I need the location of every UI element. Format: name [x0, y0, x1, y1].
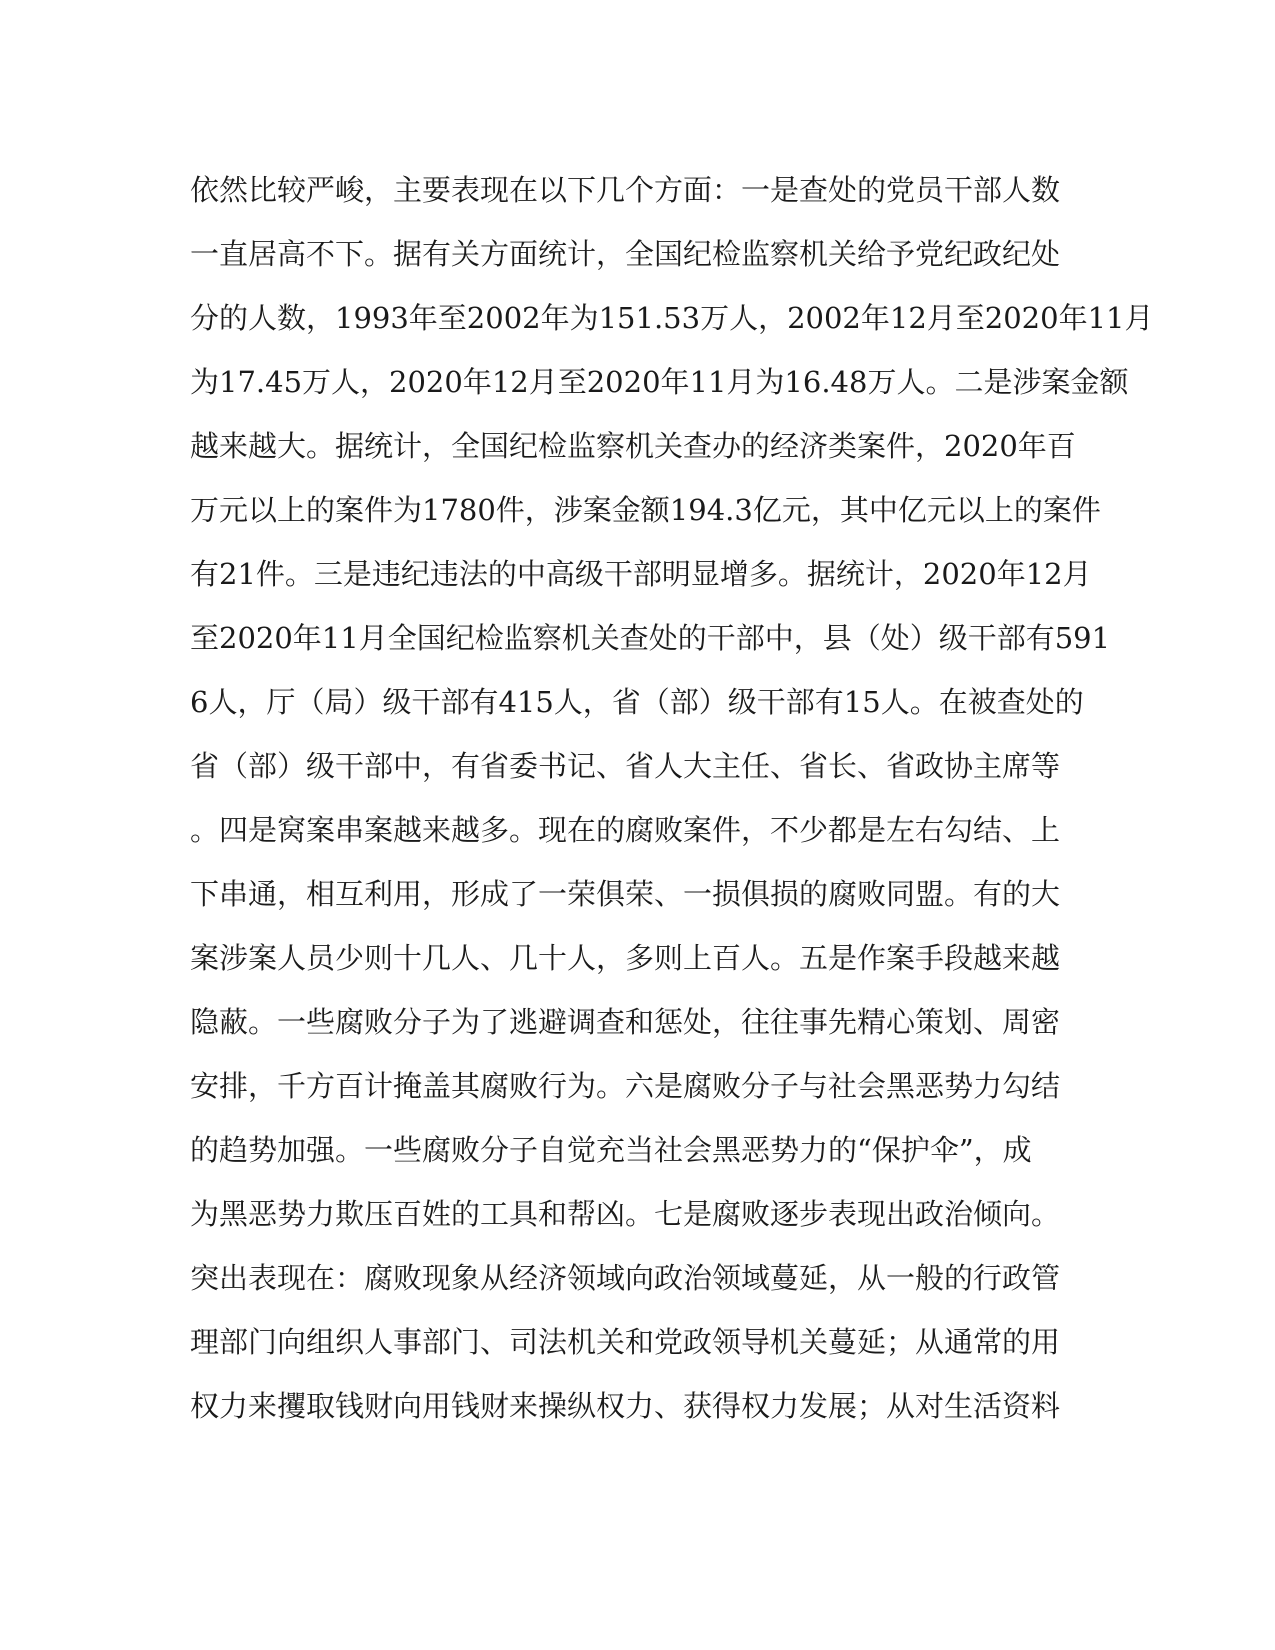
- text-line: 万元以上的案件为1780件，涉案金额194.3亿元，其中亿元以上的案件: [190, 493, 1101, 527]
- text-line: 安排，千方百计掩盖其腐败行为。六是腐败分子与社会黑恶势力勾结: [190, 1069, 1061, 1103]
- text-line: 分的人数，1993年至2002年为151.53万人，2002年12月至2020年11月: [190, 301, 1154, 335]
- text-line: 。四是窝案串案越来越多。现在的腐败案件，不少都是左右勾结、上: [190, 813, 1061, 847]
- text-line: 依然比较严峻，主要表现在以下几个方面：一是查处的党员干部人数: [190, 173, 1061, 207]
- text-line: 为17.45万人，2020年12月至2020年11月为16.48万人。二是涉案金额: [190, 365, 1129, 399]
- text-line: 有21件。三是违纪违法的中高级干部明显增多。据统计，2020年12月: [190, 557, 1092, 591]
- text-line: 至2020年11月全国纪检监察机关查处的干部中，县（处）级干部有591: [190, 621, 1111, 655]
- text-line: 突出表现在：腐败现象从经济领域向政治领域蔓延，从一般的行政管: [190, 1261, 1061, 1295]
- text-line: 一直居高不下。据有关方面统计，全国纪检监察机关给予党纪政纪处: [190, 237, 1061, 271]
- body-text: [190, 158, 1154, 1438]
- text-line: 省（部）级干部中，有省委书记、省人大主任、省长、省政协主席等: [190, 749, 1061, 783]
- text-line: 为黑恶势力欺压百姓的工具和帮凶。七是腐败逐步表现出政治倾向。: [190, 1197, 1061, 1231]
- text-line: 隐蔽。一些腐败分子为了逃避调查和惩处，往往事先精心策划、周密: [190, 1005, 1061, 1039]
- text-line: 的趋势加强。一些腐败分子自觉充当社会黑恶势力的“保护伞”，成: [190, 1133, 1032, 1167]
- text-line: 下串通，相互利用，形成了一荣俱荣、一损俱损的腐败同盟。有的大: [190, 877, 1061, 911]
- text-line: 越来越大。据统计，全国纪检监察机关查办的经济类案件，2020年百: [190, 429, 1076, 463]
- text-line: 案涉案人员少则十几人、几十人，多则上百人。五是作案手段越来越: [190, 941, 1061, 975]
- text-line: 6人，厅（局）级干部有415人，省（部）级干部有15人。在被查处的: [190, 685, 1084, 719]
- text-line: 权力来攫取钱财向用钱财来操纵权力、获得权力发展；从对生活资料: [190, 1389, 1061, 1423]
- text-line: 理部门向组织人事部门、司法机关和党政领导机关蔓延；从通常的用: [190, 1325, 1061, 1359]
